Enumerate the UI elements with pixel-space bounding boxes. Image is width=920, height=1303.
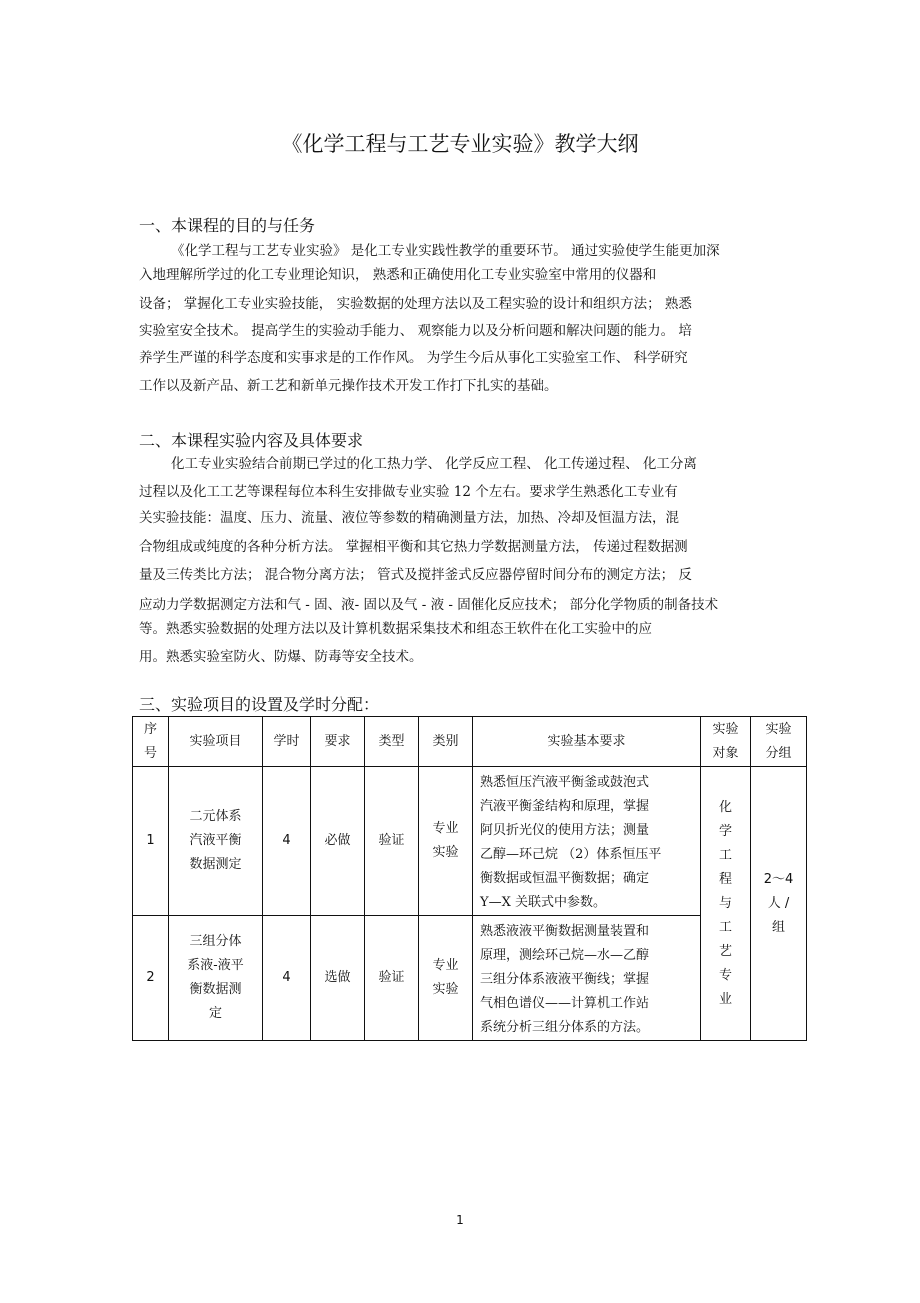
section2-line: 用。熟悉实验室防火、防爆、防毒等安全技术。 — [139, 649, 423, 665]
header-category: 类别 — [419, 717, 473, 767]
row-requirement: 必做 — [311, 767, 365, 916]
header-type: 类型 — [365, 717, 419, 767]
grouping-merged-cell: 2～4 人 / 组 — [751, 767, 807, 1041]
row-project: 三组分体 系液-液平 衡数据测 定 — [169, 916, 263, 1041]
section2-line: 量及三传类比方法； 混合物分离方法； 管式及搅拌釜式反应器停留时间分布的测定方法； 反 — [139, 567, 692, 583]
row-no: 1 — [133, 767, 169, 916]
section1-line: 入地理解所学过的化工专业理论知识， 熟悉和正确使用化工专业实验室中常用的仪器和 — [139, 267, 657, 283]
row-type: 验证 — [365, 767, 419, 916]
header-no: 序 号 — [133, 717, 169, 767]
section2-line: 过程以及化工工艺等课程每位本科生安排做专业实验 12 个左右。要求学生熟悉化工专业有 — [139, 484, 678, 500]
table-header-row — [133, 717, 807, 767]
section1-line: 《化学工程与工艺专业实验》 是化工专业实践性教学的重要环节。 通过实验使学生能更加深 — [171, 243, 720, 259]
section1-line: 设备； 掌握化工专业实验技能， 实验数据的处理方法以及工程实验的设计和组织方法； 熟悉 — [139, 296, 692, 312]
section2-line: 应动力学数据测定方法和气 - 固、液- 固以及气 - 液 - 固催化反应技术； 部分化学物质的制备技术 — [139, 597, 719, 613]
table-row — [133, 767, 807, 916]
section1-line: 实验室安全技术。 提高学生的实验动手能力、 观察能力以及分析问题和解决问题的能力。 培 — [139, 323, 692, 339]
section1-heading: 一、本课程的目的与任务 — [139, 216, 316, 235]
row-category: 专业 实验 — [419, 767, 473, 916]
row-category: 专业 实验 — [419, 916, 473, 1041]
section2-line: 关实验技能：温度、压力、流量、液位等参数的精确测量方法，加热、冷却及恒温方法，混 — [139, 510, 679, 526]
header-requirement: 要求 — [311, 717, 365, 767]
row-basic-req: 熟悉液液平衡数据测量装置和 原理，测绘环己烷—水—乙醇 三组分体系液液平衡线；掌握 气相色谱仪——计算机工作站 系统分析三组分体系的方法。 — [473, 916, 701, 1041]
section2-line: 化工专业实验结合前期已学过的化工热力学、 化学反应工程、 化工传递过程、 化工分离 — [171, 456, 697, 472]
row-requirement: 选做 — [311, 916, 365, 1041]
header-basic-req: 实验基本要求 — [473, 717, 701, 767]
header-target: 实验 对象 — [701, 717, 751, 767]
section1-line: 工作以及新产品、新工艺和新单元操作技术开发工作打下扎实的基础。 — [139, 378, 558, 394]
experiment-table — [132, 716, 807, 1041]
header-hours: 学时 — [263, 717, 311, 767]
section2-line: 等。熟悉实验数据的处理方法以及计算机数据采集技术和组态王软件在化工实验中的应 — [139, 621, 652, 637]
row-type: 验证 — [365, 916, 419, 1041]
row-project: 二元体系 汽液平衡 数据测定 — [169, 767, 263, 916]
page-title: 《化学工程与工艺专业实验》教学大纲 — [281, 132, 639, 156]
section2-heading: 二、本课程实验内容及具体要求 — [139, 431, 364, 450]
row-hours: 4 — [263, 916, 311, 1041]
section2-line: 合物组成或纯度的各种分析方法。 掌握相平衡和其它热力学数据测量方法， 传递过程数据测 — [139, 539, 688, 555]
header-project: 实验项目 — [169, 717, 263, 767]
row-hours: 4 — [263, 767, 311, 916]
target-merged-cell: 化学工程与工艺专业 — [701, 767, 751, 1041]
section3-heading: 三、实验项目的设置及学时分配： — [139, 695, 380, 714]
header-grouping: 实验 分组 — [751, 717, 807, 767]
page-number: 1 — [456, 1213, 464, 1227]
row-basic-req: 熟悉恒压汽液平衡釜或鼓泡式 汽液平衡釜结构和原理，掌握 阿贝折光仪的使用方法；测量 乙醇—环己烷 （2）体系恒压平 衡数据或恒温平衡数据；确定 Y—X 关联式中参数。 — [473, 767, 701, 916]
row-no: 2 — [133, 916, 169, 1041]
section1-line: 养学生严谨的科学态度和实事求是的工作作风。 为学生今后从事化工实验室工作、 科学研究 — [139, 350, 688, 366]
